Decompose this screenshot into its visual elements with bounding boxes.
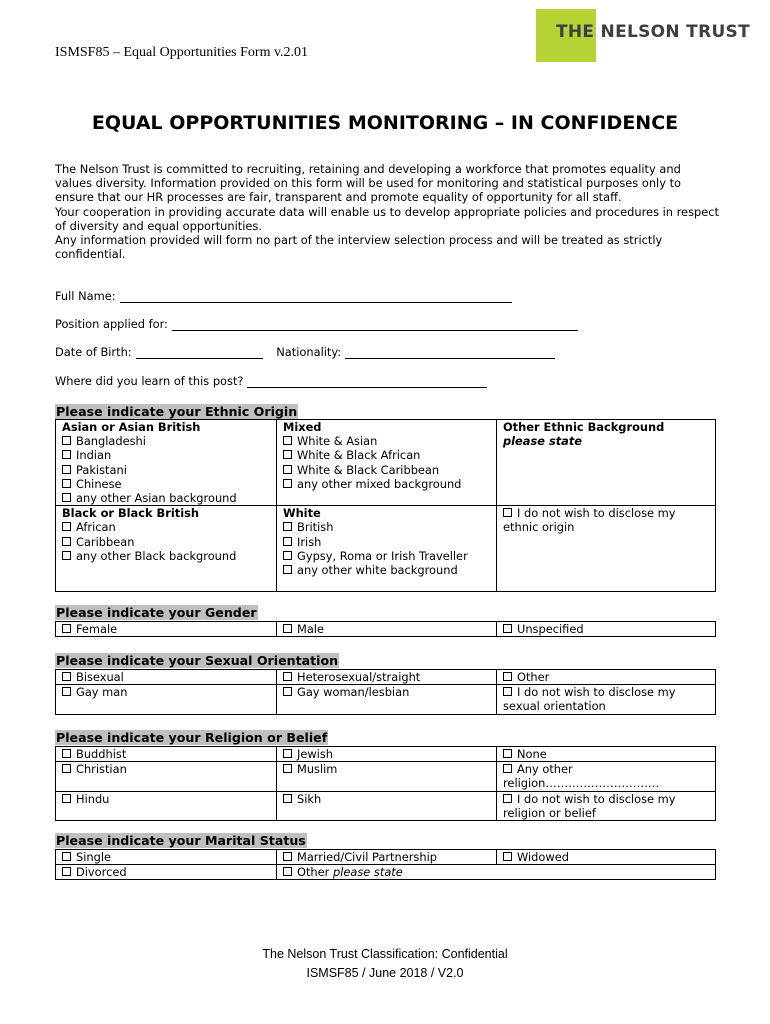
religion-section-title: Please indicate your Religion or Belief (56, 730, 328, 745)
option-label: Widowed (517, 850, 569, 864)
option-label: Gay woman/lesbian (297, 685, 410, 700)
option[interactable] (62, 448, 270, 462)
option-label: Pakistani (76, 462, 127, 477)
full-name-input[interactable] (120, 290, 512, 303)
checkbox[interactable] (62, 493, 71, 502)
option[interactable] (283, 563, 490, 577)
option-label: Bangladeshi (76, 434, 146, 449)
option-label: White & Black African (297, 448, 421, 463)
option-label: Christian (76, 762, 127, 777)
position-field (55, 317, 578, 331)
checkbox[interactable] (62, 867, 71, 876)
option-label: Indian (76, 448, 112, 463)
learn-input[interactable] (247, 375, 487, 388)
other-ethnic-cell[interactable] (497, 420, 716, 506)
page-title: EQUAL OPPORTUNITIES MONITORING – IN CONFIDENCE (91, 112, 679, 134)
option[interactable] (62, 477, 270, 491)
asian-heading: Asian or Asian British (62, 420, 201, 434)
position-input[interactable] (172, 318, 578, 331)
option[interactable] (283, 549, 490, 563)
option[interactable] (277, 747, 497, 762)
option-label: Irish (297, 534, 322, 549)
option[interactable] (283, 463, 490, 477)
no-disclose-ethnic-cell (497, 506, 716, 592)
marital-section-title: Please indicate your Marital Status (56, 833, 306, 848)
orientation-section-title: Please indicate your Sexual Orientation (56, 653, 339, 668)
white-cell (277, 506, 497, 592)
option[interactable] (497, 685, 716, 714)
option[interactable] (277, 685, 497, 714)
option-label: Sikh (297, 791, 322, 806)
footer (0, 945, 770, 983)
option[interactable] (277, 865, 716, 880)
option-label: Unspecified (517, 622, 584, 636)
option-label: White & Black Caribbean (297, 462, 440, 477)
checkbox[interactable] (503, 749, 512, 758)
checkbox[interactable] (503, 672, 512, 681)
checkbox[interactable] (283, 764, 292, 773)
option-label: Buddhist (76, 747, 127, 761)
checkbox[interactable] (283, 537, 292, 546)
checkbox[interactable] (62, 450, 71, 459)
ethnic-table (55, 419, 716, 592)
checkbox[interactable] (62, 551, 71, 560)
checkbox[interactable] (283, 624, 292, 633)
option[interactable] (62, 549, 270, 563)
option[interactable] (497, 747, 716, 762)
option[interactable] (277, 850, 497, 865)
option[interactable] (56, 685, 277, 714)
option-label: I do not wish to disclose my religion or belief (503, 791, 676, 820)
nationality-label: Nationality: (276, 345, 342, 359)
option-label: Chinese (76, 476, 122, 491)
marital-table (55, 849, 716, 880)
other-ethnic-hint: please state (503, 434, 583, 449)
checkbox[interactable] (283, 672, 292, 681)
other-ethnic-heading: Other Ethnic Background (503, 420, 665, 434)
form-id: ISMSF85 – Equal Opportunities Form v.2.01 (55, 45, 309, 60)
option-label: Heterosexual/straight (297, 670, 421, 684)
checkbox[interactable] (503, 764, 512, 773)
other-hint: please state (332, 865, 403, 880)
checkbox[interactable] (283, 852, 292, 861)
option[interactable] (497, 762, 716, 791)
checkbox[interactable] (503, 624, 512, 633)
checkbox[interactable] (283, 749, 292, 758)
dob-label: Date of Birth: (55, 345, 132, 359)
gender-table (55, 621, 716, 637)
checkbox[interactable] (62, 687, 71, 696)
option-label: African (76, 520, 116, 535)
white-heading: White (283, 506, 321, 521)
checkbox[interactable] (62, 436, 71, 445)
footer-version: ISMSF85 / June 2018 / V2.0 (306, 966, 464, 980)
option[interactable] (62, 520, 270, 534)
checkbox[interactable] (62, 852, 71, 861)
checkbox[interactable] (62, 672, 71, 681)
option-label: Gay man (76, 685, 128, 700)
option-label: Jewish (297, 747, 334, 761)
option-label: Muslim (297, 762, 338, 777)
gender-section-title: Please indicate your Gender (56, 605, 257, 620)
option-label: British (297, 520, 334, 535)
option-label: Female (76, 622, 118, 636)
option-label: Any other religion………………………… (503, 762, 660, 791)
footer-classification: The Nelson Trust Classification: Confidential (262, 947, 508, 961)
option-label: I do not wish to disclose my sexual orientation (503, 685, 676, 714)
option[interactable] (56, 865, 277, 880)
checkbox[interactable] (62, 749, 71, 758)
option[interactable] (283, 520, 490, 534)
option-label: any other Asian background (76, 491, 237, 506)
nationality-input[interactable] (345, 346, 555, 359)
option[interactable] (277, 791, 497, 820)
option[interactable] (62, 491, 270, 505)
option[interactable] (497, 622, 716, 637)
option[interactable] (283, 535, 490, 549)
black-cell (56, 506, 277, 592)
option-label: Other (297, 865, 330, 880)
option[interactable] (56, 622, 277, 637)
option-label: Hindu (76, 791, 110, 806)
mixed-heading: Mixed (283, 420, 322, 434)
checkbox[interactable] (283, 479, 292, 488)
mixed-cell (277, 420, 497, 506)
checkbox[interactable] (503, 508, 512, 517)
checkbox[interactable] (283, 551, 292, 560)
checkbox[interactable] (62, 794, 71, 803)
dob-input[interactable] (136, 346, 263, 359)
checkbox[interactable] (62, 465, 71, 474)
intro-paragraph: The Nelson Trust is committed to recruiting, retaining and developing a workforce that promotes equality and values diversity. Information provided on this form will be used for monitoring and statistical purposes only to ensure that our HR processes are fair, transparent and promote equality of opportunity for all staff. (55, 162, 682, 205)
checkbox[interactable] (283, 450, 292, 459)
checkbox[interactable] (283, 522, 292, 531)
full-name-field (55, 289, 512, 303)
option-label: Married/Civil Partnership (297, 850, 437, 864)
option[interactable] (56, 670, 277, 685)
option-label: Gypsy, Roma or Irish Traveller (297, 548, 468, 563)
option-label: any other mixed background (297, 476, 462, 491)
option[interactable] (56, 791, 277, 820)
checkbox[interactable] (283, 687, 292, 696)
option-label: Other (517, 670, 550, 684)
intro-paragraph: Your cooperation in providing accurate data will enable us to develop appropriate policies and procedures in respect of diversity and equal opportunities. (55, 204, 719, 233)
option[interactable] (62, 434, 270, 448)
option-label: Caribbean (76, 534, 135, 549)
option-label: White & Asian (297, 434, 378, 449)
option[interactable] (503, 506, 709, 534)
learn-field (55, 374, 487, 388)
asian-cell (56, 420, 277, 506)
checkbox[interactable] (62, 764, 71, 773)
option[interactable] (283, 448, 490, 462)
option[interactable] (62, 463, 270, 477)
checkbox[interactable] (503, 687, 512, 696)
logo-text: THE NELSON TRUST (556, 22, 750, 42)
option[interactable] (56, 747, 277, 762)
checkbox[interactable] (283, 565, 292, 574)
option[interactable] (497, 850, 716, 865)
option-label: Male (297, 622, 324, 636)
intro-paragraph: Any information provided will form no part of the interview selection process and will be treated as strictly confidential. (55, 233, 663, 262)
option[interactable] (497, 791, 716, 820)
checkbox[interactable] (503, 852, 512, 861)
checkbox[interactable] (283, 867, 292, 876)
checkbox[interactable] (62, 522, 71, 531)
checkbox[interactable] (283, 465, 292, 474)
orientation-table (55, 669, 716, 715)
option[interactable] (277, 762, 497, 791)
option[interactable] (283, 434, 490, 448)
option-label: Single (76, 850, 112, 864)
option-label: Bisexual (76, 670, 124, 684)
checkbox[interactable] (62, 479, 71, 488)
intro-text (55, 162, 720, 261)
checkbox[interactable] (503, 794, 512, 803)
option[interactable] (277, 670, 497, 685)
nelson-trust-logo (536, 9, 748, 62)
full-name-label: Full Name: (55, 289, 116, 303)
option-label: None (517, 747, 547, 761)
option-label: Divorced (76, 865, 127, 880)
option[interactable] (56, 762, 277, 791)
option-label: any other Black background (76, 548, 237, 563)
option[interactable] (62, 535, 270, 549)
religion-table (55, 746, 716, 821)
learn-label: Where did you learn of this post? (55, 374, 244, 388)
checkbox[interactable] (62, 537, 71, 546)
option[interactable] (277, 622, 497, 637)
option[interactable] (497, 670, 716, 685)
option[interactable] (283, 477, 490, 491)
black-heading: Black or Black British (62, 506, 199, 521)
ethnic-section-title: Please indicate your Ethnic Origin (56, 404, 298, 419)
checkbox[interactable] (62, 624, 71, 633)
checkbox[interactable] (283, 794, 292, 803)
option-label: I do not wish to disclose my ethnic origin (503, 506, 676, 535)
position-label: Position applied for: (55, 317, 168, 331)
checkbox[interactable] (283, 436, 292, 445)
dob-field (55, 345, 555, 359)
option-label: any other white background (297, 563, 458, 578)
option[interactable] (56, 850, 277, 865)
